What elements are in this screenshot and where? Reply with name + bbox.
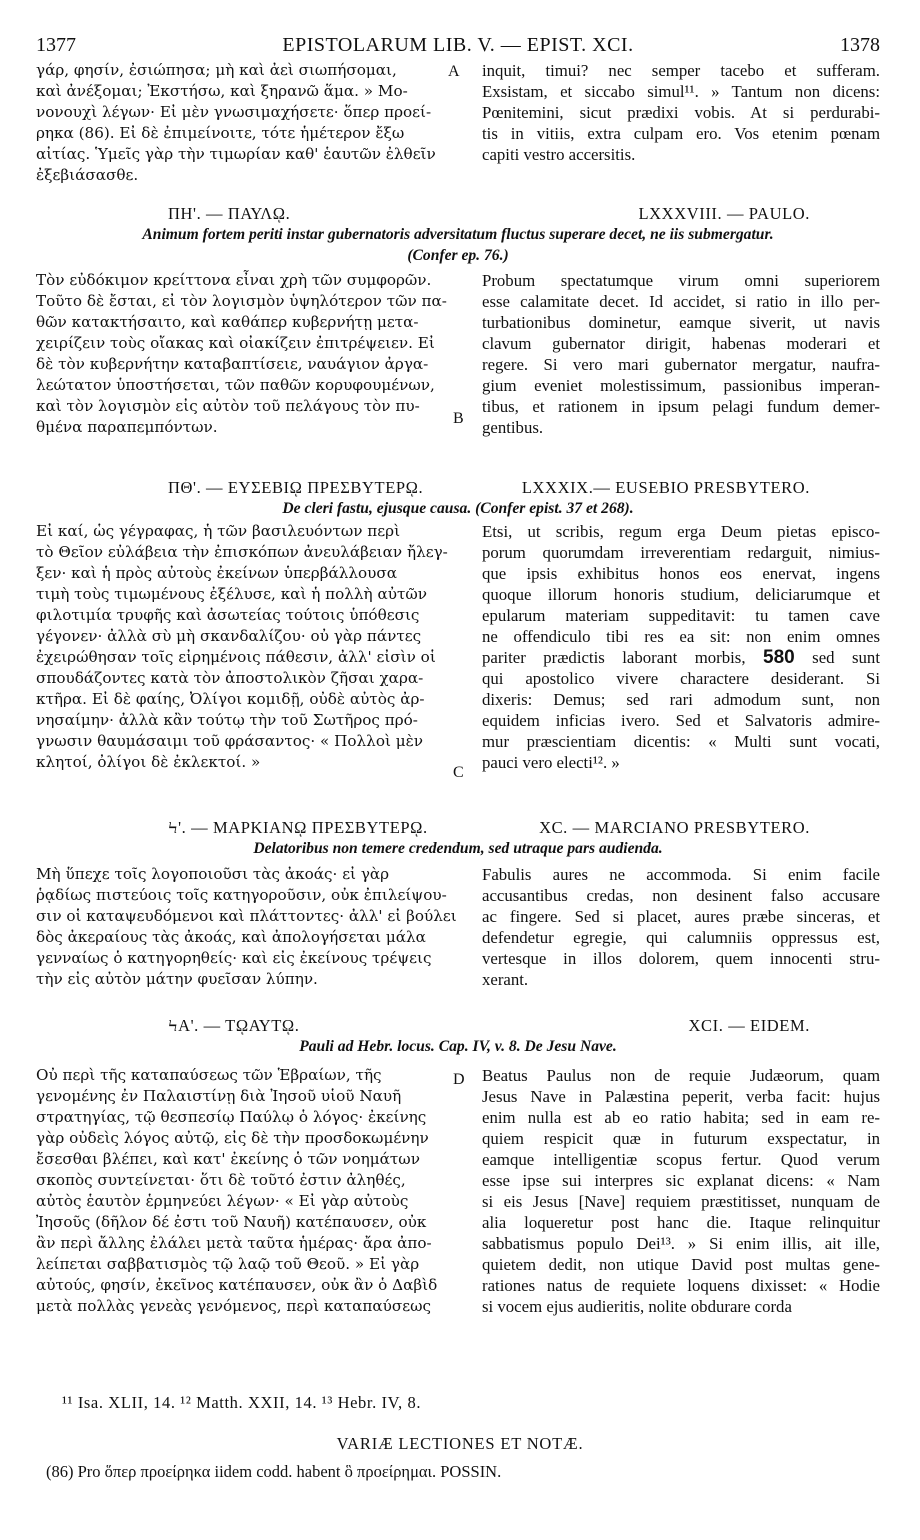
text-line: inquit, timui? nec semper tacebo et sufferam. bbox=[482, 61, 880, 80]
text-line: γὰρ οὐδεὶς λόγος αὐτῷ, εἰς δὲ τὴν προσδοκωμένην bbox=[36, 1129, 429, 1147]
text-line: turbationibus dominetur, eamque siverit, ut navis bbox=[482, 313, 880, 332]
text-line: σκοπὸς συντείνεται· ὅτι δὲ τοῦτό ἐστιν ἀληθές, bbox=[36, 1171, 406, 1189]
letter-heading bbox=[36, 818, 880, 838]
summary-line: De cleri fastu, ejusque causa. (Confer epist. 37 et 268). bbox=[282, 500, 634, 517]
text-line: μετὰ πολλὰς γενεὰς γενόμενος, περὶ καταπαύσεως bbox=[36, 1297, 431, 1315]
text-line: κτῆρα. Εἰ δὲ φαίης, Ὀλίγοι κομιδῇ, οὐδὲ αὐτὸς ἀρ- bbox=[36, 690, 425, 708]
text-line: clavum gubernator dirigit, habenas moderari et bbox=[482, 334, 880, 353]
text-line: dixeris: Demus; sed rari admodum sunt, non bbox=[482, 690, 880, 709]
text-line: λείπεται σαββατισμὸς τῷ λαῷ τοῦ Θεοῦ. » Εἰ γὰρ bbox=[36, 1255, 420, 1273]
latin-title: LXXXIX.— EUSEBIO PRESBYTERO. bbox=[521, 478, 810, 497]
letter-summary bbox=[36, 1036, 880, 1057]
text-line: Etsi, ut scribis, regum erga Deum pietas episco- bbox=[482, 522, 880, 541]
text-line: rationes natus de requiete loquens dixisset: « Hodie bbox=[482, 1276, 880, 1295]
text-line: qui apostolico vivere charactere desiderant. Si bbox=[482, 669, 880, 688]
text-line: ne offendiculo tibi res ea sit: non enim omnes bbox=[482, 627, 880, 646]
letter-89 bbox=[36, 478, 880, 773]
footnotes: ¹¹ Isa. XLII, 14. ¹² Matth. XXII, 14. ¹³ Hebr. IV, 8. bbox=[62, 1393, 422, 1412]
greek-title: ϞΑ'. — ΤῼΑΥΤῼ. bbox=[168, 1016, 300, 1035]
text-line: quoque illorum honoris studium, deliciarumque et bbox=[482, 585, 880, 604]
text-line: γενναίως ὁ κατηγορηθείς· καὶ εἰς ἐκείνους τρέψεις bbox=[36, 949, 432, 967]
letter-heading bbox=[36, 478, 880, 498]
text-line: τιμὴ τοὺς τιμωμένους ἐξέλυσε, καὶ ἡ πολλὴ αὐτῶν bbox=[36, 585, 427, 603]
text-line: Εἰ καί, ὡς γέγραφας, ἡ τῶν βασιλευόντων περὶ bbox=[36, 522, 401, 540]
text-line: αἰτίας. Ὑμεῖς γὰρ τὴν τιμωρίαν καθ' ἑαυτῶν ἐλθεῖν bbox=[36, 145, 436, 163]
text-line: Fabulis aures ne accommoda. Si enim facile bbox=[482, 865, 880, 884]
text-line: καὶ τὸν λογισμὸν εἰς αὐτὸν τοῦ πελάγους τὸν πυ- bbox=[36, 397, 420, 415]
running-title: EPISTOLARUM LIB. V. — EPIST. XCI. bbox=[282, 34, 634, 56]
text-line: θῶν κατακτήσαιτο, καὶ καθάπερ κυβερνήτῃ μετα- bbox=[36, 313, 419, 331]
text-line: ξεν· καὶ ἡ πρὸς αὐτοὺς ἐκείνων ὑπερβάλλουσα bbox=[36, 564, 398, 582]
text-line: κλητοί, ὀλίγοι δὲ ἐκλεκτοί. » bbox=[36, 753, 261, 771]
text-line: defendetur egregie, qui calumniis oppressus est, bbox=[482, 928, 880, 947]
variae-note: (86) Pro ὅπερ προείρηκα iidem codd. habent ὃ προείρημαι. POSSIN. bbox=[46, 1462, 502, 1481]
text-line: γέγονεν· ἀλλὰ σὺ μὴ σκανδαλίζου· οὐ γὰρ πάντες bbox=[36, 627, 422, 645]
letter-90 bbox=[36, 818, 880, 990]
text-line: Jesus Nave in Palæstina peperit, verba facit: hujus bbox=[482, 1087, 880, 1106]
page-number-right: 1378 bbox=[840, 34, 880, 56]
summary-line: (Confer ep. 76.) bbox=[407, 247, 509, 264]
greek-title: Ϟ'. — ΜΑΡΚΙΑΝῼ ΠΡΕΣΒΥΤΕΡῼ. bbox=[168, 818, 428, 837]
text-line: mur præscientiam dicentis: « Multi sunt vocati, bbox=[482, 732, 880, 751]
margin-letter-c: C bbox=[453, 764, 464, 781]
text-line: Τὸν εὐδόκιμον κρείττονα εἶναι χρὴ τῶν συμφορῶν. bbox=[36, 271, 432, 289]
text-line: esse ipse sui interpres sic explanat dicens: « Nam bbox=[482, 1171, 880, 1190]
text-line: sabbatismus populo Dei¹³. » Si enim illis, ait ille, bbox=[482, 1234, 880, 1253]
text-line: eamque intelligentiæ scopus fertur. Quod verum bbox=[482, 1150, 880, 1169]
text-line: quietem dedit, non utique David post multas gene- bbox=[482, 1255, 880, 1274]
page-number-left: 1377 bbox=[36, 34, 76, 56]
summary-line: Animum fortem periti instar gubernatoris adversitatum fluctus superare decet, ne iis submergatur. bbox=[142, 226, 774, 243]
text-line: xerant. bbox=[482, 970, 529, 989]
text-line: τὴν εἰς αὐτὸν μάτην φυεῖσαν λύπην. bbox=[36, 970, 318, 988]
text-line: accusantibus credas, non desinent falso accusare bbox=[482, 886, 880, 905]
summary-line: Delatoribus non temere credendum, sed utraque pars audienda. bbox=[253, 840, 663, 857]
text-line: Probum spectatumque virum omni superiorem bbox=[482, 271, 880, 290]
text-line: alia loqueretur post hanc die. Itaque relinquitur bbox=[482, 1213, 880, 1232]
text-line: γενομένης ἐν Παλαιστίνῃ διὰ Ἰησοῦ υἱοῦ Ναυῆ bbox=[36, 1087, 402, 1105]
text-line: Ἰησοῦς (δῆλον δέ ἐστι τοῦ Ναυῆ) κατέπαυσεν, οὐκ bbox=[36, 1213, 427, 1231]
text-line: χειρίζειν τοὺς οἴακας καὶ οἰακίζειν ἐπιτρέψειεν. Εἰ bbox=[36, 334, 435, 352]
text-line: στρατηγίας, τῷ θεσπεσίῳ Παύλῳ ὁ λόγος· ἐκείνης bbox=[36, 1108, 427, 1126]
text-line: ἐξεβιάσασθε. bbox=[36, 166, 139, 184]
latin-column bbox=[482, 270, 880, 438]
text-line: Οὐ περὶ τῆς καταπαύσεως τῶν Ἑβραίων, τῆς bbox=[36, 1066, 382, 1084]
greek-title: ΠΘ'. — ΕΥΣΕΒΙῼ ΠΡΕΣΒΥΤΕΡῼ. bbox=[168, 478, 424, 497]
summary-line: Pauli ad Hebr. locus. Cap. IV, v. 8. De Jesu Nave. bbox=[299, 1038, 617, 1055]
greek-column bbox=[36, 60, 466, 186]
letter-88 bbox=[36, 204, 880, 438]
text-line: Beatus Paulus non de requie Judæorum, quam bbox=[482, 1066, 880, 1085]
greek-column bbox=[36, 1065, 466, 1317]
text-line: λεώτατον ὑποστήσεται, τῶν παθῶν κορυφουμένων, bbox=[36, 376, 435, 394]
running-header bbox=[36, 34, 880, 60]
latin-column bbox=[482, 864, 880, 990]
text-line: δὲ τὸν κυβερνήτην καταβαπτίσειε, ναυάγιον ἀργα- bbox=[36, 355, 429, 373]
text-line: gium eveniet molestissimum, passionibus imperan- bbox=[482, 376, 880, 395]
letter-summary bbox=[36, 224, 880, 266]
text-line: tis in vitiis, extra culpam ero. Vos etenim pœnam bbox=[482, 124, 880, 143]
text-line: Pœnitemini, sicut prædixi vobis. At si perdurabi- bbox=[482, 103, 880, 122]
text-line: si vocem ejus audieritis, nolite obdurare corda bbox=[482, 1297, 792, 1316]
text-line: νησαίμην· ἀλλὰ κἂν τούτῳ τὴν τοῦ Σωτῆρος πρό- bbox=[36, 711, 418, 729]
text-line: σπουδάζοντες κατὰ τὸν ἀποστολικὸν ζῆσαι χαρα- bbox=[36, 669, 424, 687]
text-line: equidem inficias ivero. Sed et Salvatoris admire- bbox=[482, 711, 880, 730]
text-line: pariter prædictis laborant morbis, 580 sed sunt bbox=[482, 647, 880, 668]
letter-summary bbox=[36, 838, 880, 859]
latin-title: LXXXVIII. — PAULO. bbox=[638, 204, 810, 223]
latin-column bbox=[482, 1065, 880, 1317]
latin-title: XC. — MARCIANO PRESBYTERO. bbox=[539, 818, 810, 837]
variae-title: VARIÆ LECTIONES ET NOTÆ. bbox=[336, 1434, 584, 1453]
text-line: ῥᾳδίως πιστεύοις τοῖς κατηγοροῦσιν, οὐκ ἐπιλείψου- bbox=[36, 886, 447, 904]
margin-letter-a: A bbox=[448, 63, 460, 80]
greek-column bbox=[36, 270, 466, 438]
column-page-number: 580 bbox=[763, 647, 795, 668]
latin-column bbox=[482, 521, 880, 773]
text-line: σιν οἱ καταψευδόμενοι καὶ πλάττοντες· ἀλλ' εἰ βούλει bbox=[36, 907, 457, 925]
text-line: ac fingere. Sed si placet, aures præbe sinceras, et bbox=[482, 907, 880, 926]
letter-summary bbox=[36, 498, 880, 519]
text-line: pauci vero electi¹². » bbox=[482, 753, 620, 772]
text-line: φιλοτιμία τρυφῆς καὶ ἀσωτείας τούτοις ὑπόθεσις bbox=[36, 606, 420, 624]
text-line: si eis Jesus [Nave] requiem præstitisset, nunquam de bbox=[482, 1192, 880, 1211]
text-line: αὐτὸς ἑαυτὸν ἑρμηνεύει λέγων· « Εἰ γὰρ αὐτοὺς bbox=[36, 1192, 409, 1210]
text-line: γνωσιν θαυμάσαιμι τοῦ φράσαντος· « Πολλοὶ μὲν bbox=[36, 732, 423, 750]
greek-column bbox=[36, 864, 466, 990]
text-line: νονουχὶ λέγων· Εἰ μὲν γνωσιμαχήσετε· ὅπερ προεί- bbox=[36, 103, 432, 121]
text-line: ἔσεσθαι βλέπει, καὶ κατ' ἐκείνης ὁ τῶν νοημάτων bbox=[36, 1150, 420, 1168]
text-line: tibus, et rationem in ipsum pelagi fundum demer- bbox=[482, 397, 880, 416]
text-line: capiti vestro accersitis. bbox=[482, 145, 636, 164]
text-line: ἐχειρώθησαν τοῖς εἰρημένοις πάθεσιν, ἀλλ' εἰσὶν οἱ bbox=[36, 648, 436, 666]
text-line: δὸς ἀκεραίους τὰς ἀκοάς, καὶ ἀπολογήσεται μάλα bbox=[36, 928, 426, 946]
latin-column bbox=[482, 60, 880, 165]
text-line: epularum materiam suppeditavit: tu tamen cave bbox=[482, 606, 880, 625]
text-line: θμένα παραπεμπόντων. bbox=[36, 418, 218, 436]
text-line: vertesque in illos dolorem, quem innocenti stru- bbox=[482, 949, 880, 968]
letter-heading bbox=[36, 1016, 880, 1036]
text-line: Exsistam, et siccabo simul¹¹. » Tantum non dicens: bbox=[482, 82, 880, 101]
text-line: ἂν περὶ ἄλλης ἐλάλει μετὰ ταῦτα ἡμέρας· ἄρα ἀπο- bbox=[36, 1234, 432, 1252]
text-line: regere. Si vero mari gubernator mergatur, naufra- bbox=[482, 355, 880, 374]
greek-column bbox=[36, 521, 466, 773]
text-line: γάρ, φησίν, ἐσιώπησα; μὴ καὶ ἀεὶ σιωπήσομαι, bbox=[36, 61, 397, 79]
latin-title: XCI. — EIDEM. bbox=[688, 1016, 810, 1035]
letter-91 bbox=[36, 1016, 880, 1317]
text-line: Τοῦτο δὲ ἔσται, εἰ τὸν λογισμὸν ὑψηλότερον τῶν πα- bbox=[36, 292, 447, 310]
text-line: que ipsis exhibitus honos eos enervat, ingens bbox=[482, 564, 880, 583]
text-line: Μὴ ὕπεχε τοῖς λογοποιοῦσι τὰς ἀκοάς· εἰ γὰρ bbox=[36, 865, 390, 883]
margin-letter-d: D bbox=[453, 1071, 465, 1088]
text-line: porum quorumdam irreverentiam redarguit, nimius- bbox=[482, 543, 880, 562]
letter-heading bbox=[36, 204, 880, 224]
margin-letter-b: B bbox=[453, 410, 464, 427]
text-line: esse calamitate decet. Id accidet, si ratio in illo per- bbox=[482, 292, 880, 311]
text-line: αὐτούς, φησίν, ἐκεῖνος κατέπαυσεν, οὐκ ἂν ὁ Δαβὶδ bbox=[36, 1276, 438, 1294]
text-line: enim nulla est ab eo ratio habita; sed in eam re- bbox=[482, 1108, 880, 1127]
text-line: τὸ Θεῖον εὐλάβεια τὴν ἐπισκόπων ἀνευλάβειαν ἤλεγ- bbox=[36, 543, 448, 561]
text-line: gentibus. bbox=[482, 418, 544, 437]
greek-title: ΠΗ'. — ΠΑΥΛῼ. bbox=[168, 204, 291, 223]
text-line: καὶ ἀνέξομαι; Ἐκστήσω, καὶ ξηρανῶ ἅμα. » Μο- bbox=[36, 82, 408, 100]
text-line: quiem respicit quæ in futurum exspectatur, in bbox=[482, 1129, 880, 1148]
text-line: ρηκα (86). Εἰ δὲ ἐπιμείνοιτε, τότε ἡμέτερον ἔξω bbox=[36, 124, 405, 142]
